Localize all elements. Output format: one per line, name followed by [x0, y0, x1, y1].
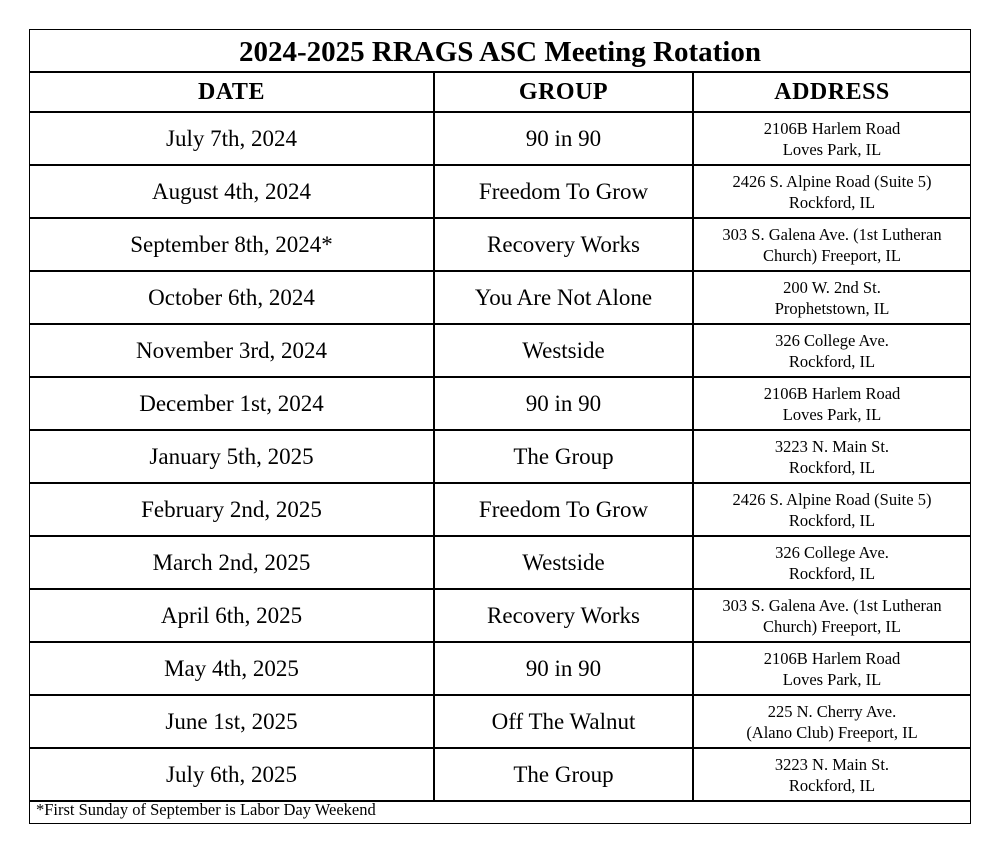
table-row: [30, 536, 970, 589]
group-cell: Westside: [434, 324, 693, 377]
address-line-1: 225 N. Cherry Ave.: [767, 701, 897, 721]
date-cell: July 7th, 2024: [30, 112, 434, 165]
table-row: [30, 377, 970, 430]
address-cell: [693, 218, 970, 271]
table-row: [30, 271, 970, 324]
address-line-1: 200 W. 2nd St.: [783, 277, 881, 297]
group-cell: The Group: [434, 748, 693, 801]
group-cell: Recovery Works: [434, 589, 693, 642]
address-line-2: Prophetstown, IL: [774, 298, 890, 318]
address-cell: [693, 165, 970, 218]
date-cell: February 2nd, 2025: [30, 483, 434, 536]
group-cell: 90 in 90: [434, 642, 693, 695]
address-line-2: Rockford, IL: [788, 351, 876, 371]
address-line-1: 2426 S. Alpine Road (Suite 5): [732, 489, 932, 509]
date-cell: December 1st, 2024: [30, 377, 434, 430]
group-cell: Off The Walnut: [434, 695, 693, 748]
address-line-1: 326 College Ave.: [775, 542, 889, 562]
address-line-1: 303 S. Galena Ave. (1st Lutheran: [722, 224, 942, 244]
rotation-document: [29, 29, 971, 824]
address-line-1: 303 S. Galena Ave. (1st Lutheran: [722, 595, 942, 615]
address-cell: [693, 536, 970, 589]
table-row: [30, 112, 970, 165]
address-line-1: 2106B Harlem Road: [763, 383, 901, 403]
date-cell: September 8th, 2024*: [30, 218, 434, 271]
header-row: [30, 72, 970, 112]
address-line-1: 2106B Harlem Road: [763, 118, 901, 138]
address-cell: [693, 324, 970, 377]
date-cell: April 6th, 2025: [30, 589, 434, 642]
address-line-1: 2426 S. Alpine Road (Suite 5): [732, 171, 932, 191]
date-cell: March 2nd, 2025: [30, 536, 434, 589]
date-cell: January 5th, 2025: [30, 430, 434, 483]
address-line-2: Loves Park, IL: [782, 669, 882, 689]
table-row: [30, 165, 970, 218]
address-line-2: Church) Freeport, IL: [763, 616, 901, 636]
footnote: *First Sunday of September is Labor Day Weekend: [36, 800, 376, 819]
table-row: [30, 748, 970, 801]
column-header-group: GROUP: [434, 72, 693, 112]
table-row: [30, 324, 970, 377]
address-line-2: Rockford, IL: [788, 510, 876, 530]
address-line-2: Rockford, IL: [788, 775, 876, 795]
table-row: [30, 589, 970, 642]
address-line-1: 2106B Harlem Road: [763, 648, 901, 668]
group-cell: Freedom To Grow: [434, 483, 693, 536]
date-cell: November 3rd, 2024: [30, 324, 434, 377]
date-cell: July 6th, 2025: [30, 748, 434, 801]
column-header-address: ADDRESS: [693, 72, 970, 112]
address-cell: [693, 483, 970, 536]
address-line-2: Church) Freeport, IL: [763, 245, 901, 265]
page-title: 2024-2025 RRAGS ASC Meeting Rotation: [239, 36, 761, 68]
group-cell: The Group: [434, 430, 693, 483]
address-cell: [693, 748, 970, 801]
date-cell: August 4th, 2024: [30, 165, 434, 218]
address-cell: [693, 112, 970, 165]
group-cell: You Are Not Alone: [434, 271, 693, 324]
table-row: [30, 218, 970, 271]
group-cell: 90 in 90: [434, 377, 693, 430]
group-cell: Freedom To Grow: [434, 165, 693, 218]
address-cell: [693, 642, 970, 695]
table-row: [30, 430, 970, 483]
date-cell: June 1st, 2025: [30, 695, 434, 748]
rotation-table: [30, 71, 970, 802]
date-cell: October 6th, 2024: [30, 271, 434, 324]
address-cell: [693, 589, 970, 642]
address-line-2: Loves Park, IL: [782, 139, 882, 159]
address-cell: [693, 377, 970, 430]
table-row: [30, 695, 970, 748]
date-cell: May 4th, 2025: [30, 642, 434, 695]
table-row: [30, 642, 970, 695]
address-line-1: 3223 N. Main St.: [774, 436, 890, 456]
address-line-2: Rockford, IL: [788, 192, 876, 212]
address-cell: [693, 271, 970, 324]
group-cell: Recovery Works: [434, 218, 693, 271]
group-cell: Westside: [434, 536, 693, 589]
table-row: [30, 483, 970, 536]
address-cell: [693, 430, 970, 483]
address-line-2: Rockford, IL: [788, 457, 876, 477]
address-line-2: Loves Park, IL: [782, 404, 882, 424]
column-header-date: DATE: [30, 72, 434, 112]
group-cell: 90 in 90: [434, 112, 693, 165]
address-line-2: (Alano Club) Freeport, IL: [746, 722, 918, 742]
address-line-1: 3223 N. Main St.: [774, 754, 890, 774]
address-line-2: Rockford, IL: [788, 563, 876, 583]
address-line-1: 326 College Ave.: [775, 330, 889, 350]
address-cell: [693, 695, 970, 748]
